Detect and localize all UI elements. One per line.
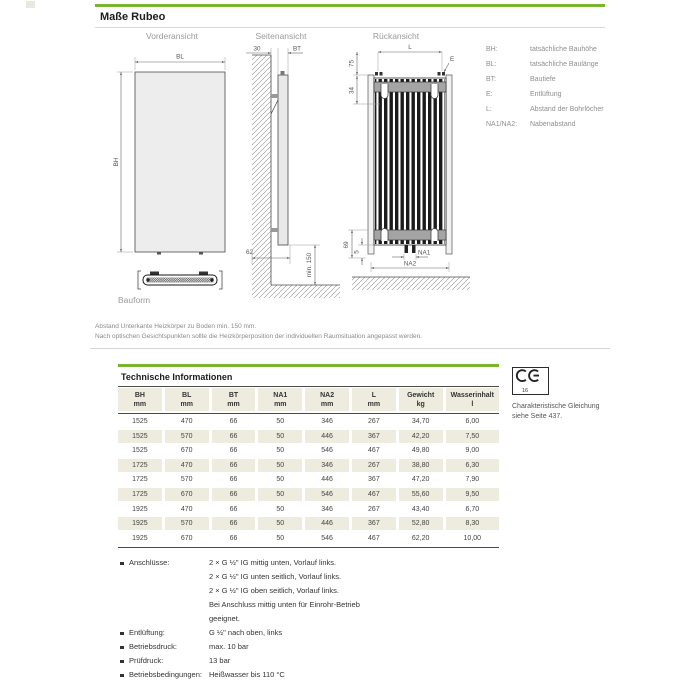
legend-term: NA1/NA2:: [486, 121, 518, 128]
ce-logo-icon: [514, 369, 547, 386]
column-label: Gewicht: [407, 392, 435, 399]
table-cell: 346: [305, 459, 349, 472]
table-cell: 346: [321, 418, 333, 425]
table-cell: 446: [321, 476, 333, 484]
table-cell: 50: [276, 447, 285, 455]
column-unit: mm: [367, 401, 381, 408]
spec-values: [209, 654, 540, 668]
table-cell: 66: [229, 418, 238, 425]
bauform-top-view: [138, 271, 222, 289]
dim-label-34: 34: [348, 86, 356, 95]
radiator-rear-body: [368, 72, 452, 254]
dim-label-30: 30: [253, 45, 261, 53]
table-cell: 52,80: [399, 517, 443, 530]
table-cell: 1725: [118, 459, 162, 472]
dim-label-5: 5: [353, 250, 361, 254]
legend-term: L:: [486, 106, 492, 113]
spec-row: [120, 668, 540, 682]
table-cell: 66: [229, 505, 238, 513]
table-cell: 467: [352, 488, 396, 501]
table-cell: 6,00: [465, 418, 480, 425]
spec-row: [120, 626, 540, 640]
l-dimension: [378, 44, 442, 71]
na2-dimension: [371, 261, 449, 273]
header-divider: [95, 27, 605, 28]
table-cell: 6,70: [465, 505, 480, 513]
floor-section: [352, 277, 470, 290]
spec-value-line: 2 × G ½" IG mittig unten, Vorlauf links.: [209, 558, 337, 567]
table-column-header: [305, 388, 349, 411]
table-cell: 50: [276, 418, 285, 425]
table-column-header: [352, 388, 396, 411]
table-cell: 1525: [132, 418, 148, 425]
table-column-header: [165, 388, 209, 411]
table-cell: 670: [180, 534, 193, 542]
table-cell: 50: [276, 505, 285, 513]
table-cell: 50: [276, 476, 285, 484]
table-cell: 346: [321, 505, 333, 513]
spec-label: Entlüftung:: [129, 628, 165, 637]
table-cell: 1725: [132, 476, 148, 484]
legend-definition: Entlüftung: [530, 91, 562, 98]
ce-note-line-1: Charakteristische Gleichung: [512, 403, 600, 410]
front-view-drawing: [95, 42, 245, 307]
spec-value-line: 2 × G ½" IG oben seitlich, Vorlauf links.: [209, 586, 340, 595]
spec-value-line: Bei Anschluss mittig unten für Einrohr-Betrieb: [209, 600, 360, 609]
bullet-icon: [120, 632, 124, 636]
table-cell: 8,30: [446, 517, 499, 530]
table-row: [118, 517, 499, 530]
table-cell: 267: [352, 459, 396, 472]
table-row: [118, 488, 499, 501]
table-title: Technische Informationen: [121, 371, 233, 382]
page-title: Maße Rubeo: [100, 11, 166, 23]
dim-label-bl: BL: [176, 53, 184, 61]
legend-definition: Abstand der Bohrlöcher: [530, 106, 604, 113]
table-cell: 546: [321, 534, 333, 542]
spec-value-line: geeignet.: [209, 614, 240, 623]
floor-section: [271, 285, 340, 298]
bh-dimension: [113, 72, 133, 252]
column-unit: mm: [320, 401, 334, 408]
table-cell: 1725: [118, 488, 162, 501]
column-unit: mm: [133, 401, 147, 408]
table-cell: 1925: [132, 534, 148, 542]
spec-row: [120, 556, 540, 626]
spec-value-line: 2 × G ½" IG unten seitlich, Vorlauf links.: [209, 572, 342, 581]
bl-dimension: [135, 54, 225, 71]
table-cell: 50: [258, 459, 302, 472]
column-label: NA1: [273, 392, 288, 399]
rear-view-label: Rückansicht: [372, 31, 420, 41]
table-cell: 670: [165, 488, 209, 501]
spec-value-line: G ½" nach oben, links: [209, 628, 283, 637]
table-cell: 1925: [118, 517, 162, 530]
column-unit: mm: [180, 401, 193, 408]
table-cell: 467: [368, 534, 380, 542]
table-cell: 55,60: [399, 488, 443, 501]
table-cell: 367: [352, 517, 396, 530]
d75-dimension: [349, 52, 369, 75]
legend-term: BT:: [486, 76, 497, 83]
column-unit: kg: [416, 401, 425, 408]
table-cell: 66: [212, 430, 256, 443]
column-label: L: [371, 392, 377, 399]
table-cell: 470: [165, 459, 209, 472]
legend-term: E:: [486, 91, 493, 98]
front-view-label: Vorderansicht: [146, 31, 198, 41]
table-cell: 66: [229, 534, 238, 542]
dim-label-62: 62: [246, 249, 254, 256]
table-cell: 267: [368, 505, 380, 513]
dim-label-na1: NA1: [418, 249, 431, 257]
section-divider: [90, 348, 610, 349]
table-cell: 66: [212, 517, 256, 530]
dim-label-min150: min. 150: [306, 252, 313, 278]
table-cell: 50: [258, 430, 302, 443]
spec-value-line: Heißwasser bis 110 °C: [209, 670, 285, 679]
table-cell: 50: [276, 534, 285, 542]
column-label: NA2: [320, 392, 335, 399]
table-row: [118, 503, 499, 516]
table-cell: 670: [180, 447, 193, 455]
bullet-icon: [120, 646, 124, 650]
na1-dimension: [392, 250, 431, 261]
legend-term: BH:: [486, 46, 498, 53]
radiator-front-body: [135, 72, 225, 255]
table-cell: 47,20: [411, 476, 430, 484]
table-cell: 1925: [132, 505, 148, 513]
table-cell: 570: [165, 430, 209, 443]
table-cell: 49,80: [411, 447, 430, 455]
table-cell: 546: [321, 447, 333, 455]
ce-mark: [512, 367, 549, 395]
table-cell: 6,30: [446, 459, 499, 472]
spec-values: [209, 556, 540, 626]
column-unit: mm: [227, 401, 240, 408]
table-cell: 43,40: [411, 505, 430, 513]
table-row: [118, 532, 499, 545]
table-column-header: [212, 388, 256, 411]
table-cell: 570: [180, 476, 193, 484]
dim-label-69: 69: [343, 241, 350, 249]
table-cell: 9,50: [446, 488, 499, 501]
column-label: BH: [134, 392, 145, 399]
table-cell: 50: [258, 517, 302, 530]
spec-value-line: 13 bar: [209, 656, 231, 665]
table-cell: 7,90: [465, 476, 480, 484]
spec-value-line: max. 10 bar: [209, 642, 249, 651]
wall-section: [252, 55, 271, 298]
table-cell: 42,20: [399, 430, 443, 443]
bauform-label: Bauform: [118, 295, 151, 305]
table-row: [118, 473, 499, 486]
table-cell: 66: [229, 447, 238, 455]
table-cell: 62,20: [411, 534, 430, 542]
table-cell: 367: [352, 430, 396, 443]
table-cell: 66: [212, 459, 256, 472]
spec-label: Betriebsbedingungen:: [129, 670, 202, 679]
dim-label-bt: BT: [292, 45, 302, 53]
table-row: [118, 444, 499, 457]
rear-view-drawing: [340, 42, 480, 297]
column-unit: l: [471, 401, 474, 408]
bullet-icon: [120, 562, 124, 566]
table-row: [118, 459, 499, 472]
legend-definition: tatsächliche Bauhöhe: [530, 46, 597, 53]
spec-row: [120, 640, 540, 654]
table-cell: 66: [212, 488, 256, 501]
spec-values: [209, 640, 540, 654]
bullet-icon: [120, 674, 124, 678]
dim-label-l: L: [408, 44, 412, 51]
table-cell: 10,00: [463, 534, 482, 542]
table-body: [118, 414, 499, 549]
table-column-header: [258, 388, 302, 411]
table-cell: 570: [165, 517, 209, 530]
table-cell: 446: [305, 430, 349, 443]
ce-block: [512, 367, 600, 422]
table-cell: 446: [305, 517, 349, 530]
table-cell: 1525: [132, 447, 148, 455]
legend-definition: tatsächliche Baulänge: [530, 61, 599, 68]
table-column-header: [118, 388, 162, 411]
bullet-icon: [120, 660, 124, 664]
footnote-line-2: Nach optischen Gesichtspunkten sollte die Heizkörperposition der individuellen Raumsituation angepasst werden.: [95, 332, 422, 340]
dim-label-75: 75: [348, 59, 356, 68]
footnote-line-1: Abstand Unterkante Heizkörper zu Boden min. 150 mm.: [95, 323, 257, 330]
spec-values: [209, 668, 540, 682]
table-accent-bar: [118, 364, 499, 367]
spec-row: [120, 654, 540, 668]
table-row: [118, 415, 499, 428]
column-unit: mm: [274, 401, 287, 408]
column-label: Wasserinhalt: [450, 392, 494, 399]
legend-term: BL:: [486, 61, 497, 68]
side-view-label: Seitenansicht: [255, 31, 307, 41]
spec-label: Anschlüsse:: [129, 558, 170, 567]
technical-info-table: [118, 364, 499, 548]
table-cell: 467: [368, 447, 380, 455]
table-row: [118, 430, 499, 443]
radiator-side-body: [271, 71, 288, 245]
table-cell: 267: [368, 418, 380, 425]
table-header: [118, 386, 499, 414]
table-cell: 546: [305, 488, 349, 501]
table-cell: 367: [368, 476, 380, 484]
ce-number: 16: [522, 388, 529, 394]
table-cell: 9,00: [465, 447, 480, 455]
legend-definition: Nabenabstand: [530, 121, 576, 128]
table-cell: 38,80: [399, 459, 443, 472]
print-mark: [26, 1, 35, 8]
table-cell: 50: [258, 488, 302, 501]
spec-values: [209, 626, 540, 640]
column-label: BT: [228, 392, 239, 399]
table-cell: 470: [180, 418, 193, 425]
table-cell: 34,70: [411, 418, 430, 425]
dim-label-na2: NA2: [403, 260, 417, 268]
dim-label-e: E: [450, 56, 455, 63]
ce-note-line-2: siehe Seite 437.: [512, 413, 563, 420]
table-cell: 470: [180, 505, 193, 513]
specs-list: [120, 556, 540, 682]
spec-label: Betriebsdruck:: [129, 642, 177, 651]
legend-definition: Bautiefe: [530, 76, 556, 83]
table-cell: 1525: [118, 430, 162, 443]
header-accent-bar: [95, 4, 605, 7]
column-label: BL: [182, 392, 192, 399]
dimension-legend: [486, 42, 686, 132]
side-view-drawing: [245, 42, 350, 302]
spec-label: Prüfdruck:: [129, 656, 164, 665]
dim-label-bh: BH: [113, 157, 120, 167]
min-floor-dimension: [288, 245, 320, 285]
table-cell: 66: [229, 476, 238, 484]
table-cell: 7,50: [446, 430, 499, 443]
bt-dimension: [288, 46, 303, 54]
table-column-header: [446, 388, 499, 411]
vent-callout: [444, 56, 454, 72]
footnote: [95, 322, 615, 341]
table-column-header: [399, 388, 443, 411]
ce-note: [512, 402, 600, 422]
